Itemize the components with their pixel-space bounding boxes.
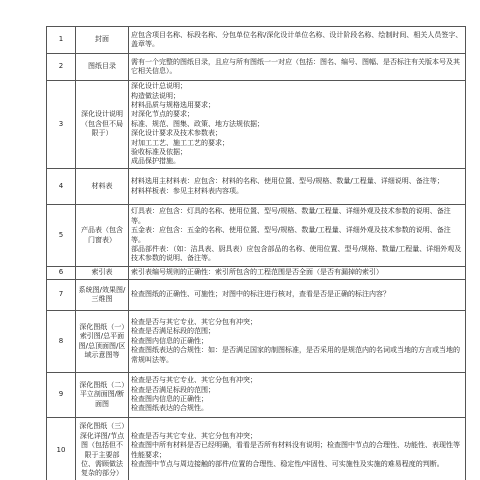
table-row	[47, 418, 466, 480]
table-row	[47, 280, 466, 311]
item-name: 封面	[76, 27, 129, 54]
item-name: 系统图/效果图/三维图	[76, 280, 129, 311]
table-row	[47, 54, 466, 81]
table-row	[47, 267, 466, 280]
row-number: 7	[47, 280, 76, 311]
item-description: 深化设计总说明； 构造做法说明； 材料品质与规格选用要求； 对深化节点的要求； 标准、规范、图集、政策、地方法规依据； 深化设计要求及技术参数表； 对加工工艺、施工工艺的要求； 验收标准及依据； 成品保护措施。	[129, 81, 466, 169]
item-name: 深化图纸（二）平立剖面图/断面图	[76, 373, 129, 418]
item-name: 索引表	[76, 267, 129, 280]
item-name: 产品表（包含门窗表）	[76, 205, 129, 267]
item-description: 材料选用主材料表：应包含：材料的名称、使用位置、型号/规格、数量/工程量、详细说明、备注等； 材料样板表：参见主材料表内容项。	[129, 169, 466, 205]
row-number: 8	[47, 311, 76, 373]
table-row	[47, 205, 466, 267]
table-row	[47, 81, 466, 169]
row-number: 5	[47, 205, 76, 267]
item-description: 检查是否与其它专业、其它分包有冲突； 检查图中所有材料是否已经明确，看看是否所有材料没有说明；检查图中节点的合理性、功能性、表现性等性能要求； 检查图中节点与周边接触的部件/位置的合理性、稳定性/牢固性、可实施性及实施的难易程度的判断。	[129, 418, 466, 480]
item-name: 图纸目录	[76, 54, 129, 81]
row-number: 10	[47, 418, 76, 480]
row-number: 2	[47, 54, 76, 81]
item-name: 深化图纸（三）深化详图/节点图（包括但不限于主要部位、需顾做法复杂的部分）	[76, 418, 129, 480]
table-row	[47, 311, 466, 373]
item-name: 深化图纸（一）索引图/总平面图/总顶面图/区域示意图等	[76, 311, 129, 373]
item-name: 材料表	[76, 169, 129, 205]
item-description: 应包含项目名称、标段名称、分包单位名称/深化设计单位名称、设计阶段名称、绘制时间、相关人员签字、盖章等。	[129, 27, 466, 54]
table-row	[47, 169, 466, 205]
item-description: 检查是否与其它专业、其它分包有冲突； 检查是否满足标段的范围； 检查图内信息的正确性； 检查图纸表达的合规性：如：是否满足国家的制图标准，是否采用的是规范内的名词或当地的方言或当地的常规叫法等。	[129, 311, 466, 373]
row-number: 1	[47, 27, 76, 54]
row-number: 3	[47, 81, 76, 169]
row-number: 9	[47, 373, 76, 418]
row-number: 4	[47, 169, 76, 205]
item-description: 检查是否与其它专业、其它分包有冲突； 检查是否满足标段的范围； 检查图内信息的正确性； 检查图纸表达的合规性。	[129, 373, 466, 418]
item-description: 索引表编号规则的正确性：索引所包含的工程范围是否全面（是否有漏掉的索引）	[129, 267, 466, 280]
item-description: 检查图纸的正确性、可施性；对图中的标注进行核对，查看是否是正确的标注内容？	[129, 280, 466, 311]
item-description: 需有一个完整的图纸目录，且应与所有图纸一一对应（包括：图名、编号、图幅、是否标注有关版本号及其它相关信息）。	[129, 54, 466, 81]
table-row	[47, 373, 466, 418]
item-name: 深化设计说明（包含但不局限于）	[76, 81, 129, 169]
review-checklist-table	[46, 26, 466, 480]
item-description: 灯具表：应包含：灯具的名称、使用位置、型号/规格、数量/工程量、详细外观及技术参数的说明、备注等。 五金表：应包含：五金的名称、使用位置、型号/规格、数量/工程量、详细外观及技术参数的说明、备注等。 部品部件表：（如：洁具表、厨具表）应包含部品的名称、使用位置、型号/规格、数量/工程量、详细外观及技术参数的说明、备注等。	[129, 205, 466, 267]
row-number: 6	[47, 267, 76, 280]
table-row	[47, 27, 466, 54]
